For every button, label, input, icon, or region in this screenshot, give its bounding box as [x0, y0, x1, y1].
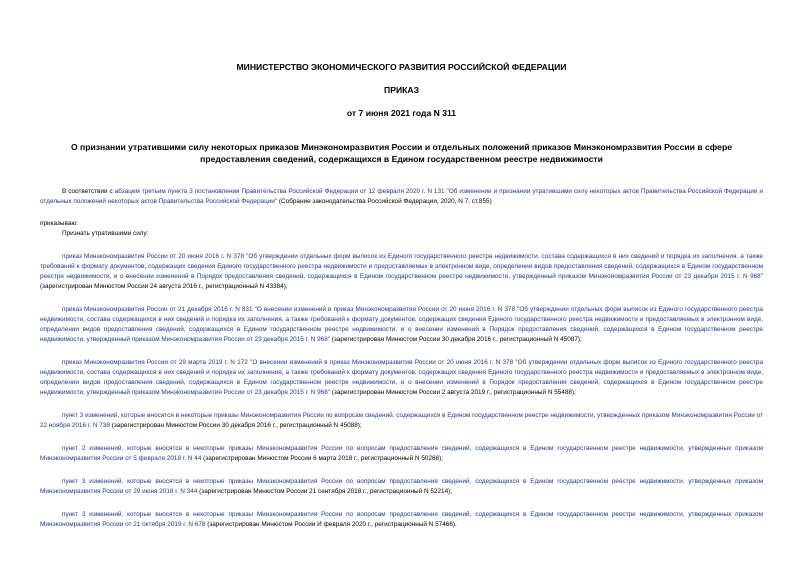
list-item — [40, 305, 763, 345]
preamble-lead: В соответствии с — [62, 188, 115, 195]
item-tail: (зарегистрирован Минюстом России 30 декабря 2016 г., регистрационный N 45087); — [330, 336, 582, 343]
prikazyvayu-text: приказываю: — [40, 220, 78, 227]
item-link[interactable]: приказ Минэкономразвития России от 20 июня 2016 г. N 378 "Об утверждении отдельных форм выписок из Единого государственного реестра недвижимости, состава содержащихся в них сведений и порядка их заполнения, а также требований к формату документов, содержащих сведения Единого государственного реестра недвижимости и предоставляемых в электронном виде, определении видов предоставления сведений, содержащихся в Едином государственном реестре недвижимости, и о внесении изменений в Порядок предоставления сведений, содержащихся в Едином государственном реестре недвижимости, утвержденный приказом Минэкономразвития России от 23 декабря 2015 г. N 968" — [40, 253, 763, 280]
item-tail: (зарегистрирован Минюстом России 6 марта 2018 г., регистрационный N 50268); — [201, 455, 444, 462]
item-link[interactable]: пункт 3 изменений, которые вносятся в некоторые приказы Минэкономразвития России по вопросам предоставления сведений, содержащихся в Едином государственном реестре недвижимости, утвержденных приказом Минэкономразвития России от 21 октября 2019 г. N 678 — [40, 511, 763, 528]
item-tail: (зарегистрирован Минюстом России 30 декабря 2016 г., регистрационный N 45088); — [109, 422, 362, 429]
list-item — [40, 444, 763, 464]
preamble-tail: (Собрание законодательства Российской Федерации, 2020, N 7, ст.855) — [277, 198, 492, 205]
document-title: О признании утратившими силу некоторых приказов Минэкономразвития России и отдельных положений приказов Минэкономразвития России в сфере предоставления сведений, содержащихся в Едином государственном реестре недвижимости — [70, 142, 732, 164]
item-tail: (зарегистрирован Минюстом России И февраля 2020 г., регистрационный N 57466). — [205, 521, 457, 528]
item-link[interactable]: пункт 3 изменений, которые вносятся в некоторые приказы Минэкономразвития России по вопросам сведений, содержащихся в Едином государственном реестре недвижимости, утвержденных приказом Минэкономразвития России от 22 ноября 2016 г. N 738 — [40, 412, 763, 429]
item-tail: (зарегистрирован Минюстом России 2 августа 2019 г., регистрационный N 55488); — [330, 389, 576, 396]
order-date: от 7 июня 2021 года N 311 — [346, 108, 457, 118]
recognize-text: Признать утратившими силу: — [62, 230, 149, 237]
list-item — [40, 411, 763, 431]
ministry-heading: МИНИСТЕРСТВО ЭКОНОМИЧЕСКОГО РАЗВИТИЯ РОССИЙСКОЙ ФЕДЕРАЦИИ — [236, 62, 567, 72]
list-item — [40, 252, 763, 292]
item-link[interactable]: пункт 3 изменений, которые вносятся в некоторые приказы Минэкономразвития России по вопросам предоставления сведений, содержащихся в Едином государственном реестре недвижимости, утвержденных приказом Минэкономразвития России от 29 июня 2018 г. N 344 — [40, 478, 763, 495]
item-link[interactable]: приказ Минэкономразвития России от 21 декабря 2016 г. N 831 "О внесении изменений в приказ Минэкономразвития России от 20 июня 2016 г. N 378 "Об утверждении отдельных форм выписок из Единого государственного реестра недвижимости, состава содержащихся в них сведений и порядка их заполнения, а также требований к формату документов, содержащих сведения Единого государственного реестра недвижимости и предоставляемых в электронном виде, определении видов предоставления сведений, содержащихся в Едином государственном реестре недвижимости, и о внесении изменений в Порядок предоставления сведений, содержащихся в Едином государственном реестре недвижимости, утвержденный приказом Минэкономразвития России от 23 декабря 2015 г. N 968" — [40, 306, 763, 343]
item-tail: (зарегистрирован Минюстом России 21 сентября 2018 г., регистрационный N 52214); — [197, 488, 453, 495]
item-link[interactable]: пункт 2 изменений, которые вносятся в некоторые приказы Минэкономразвития России по вопросам предоставления сведений, содержащихся в Едином государственном реестре недвижимости, утвержденных приказом Минэкономразвития России от 5 февраля 2018 г. N 44 — [40, 445, 763, 462]
preamble-link[interactable]: абзацем третьим пункта 3 постановления Правительства Российской Федерации от 12 февраля 2020 г. N 131 "Об изменении и признании утратившими силу некоторых актов Правительства Российской Федерации и отдельных положений некоторых актов Правительства Российской Федерации" — [40, 188, 763, 205]
list-item — [40, 510, 763, 530]
item-tail: (зарегистрирован Минюстом России 24 августа 2016 г., регистрационный N 43384); — [40, 283, 288, 290]
item-link[interactable]: приказ Минэкономразвития России от 29 марта 2019 г. N 172 "О внесении изменений в приказ Минэкономразвития России от 20 июня 2016 г. N 378 "Об утверждении отдельных форм выписок из Единого государственного реестра недвижимости, состава содержащихся в них сведений и порядка их заполнения, а также требований к формату документов, содержащих сведения Единого государственного реестра недвижимости и предоставляемых в электронном виде, определении видов предоставления сведений, содержащихся в Едином государственном реестре недвижимости, и о внесении изменений в Порядок предоставления сведений, содержащихся в Едином государственном реестре недвижимости, утвержденный приказом Минэкономразвития России от 23 декабря 2015 г. N 968" — [40, 359, 763, 396]
document-body — [40, 187, 763, 530]
preamble-paragraph — [40, 187, 763, 207]
list-item — [40, 358, 763, 398]
order-heading: ПРИКАЗ — [384, 85, 419, 95]
list-item — [40, 477, 763, 497]
